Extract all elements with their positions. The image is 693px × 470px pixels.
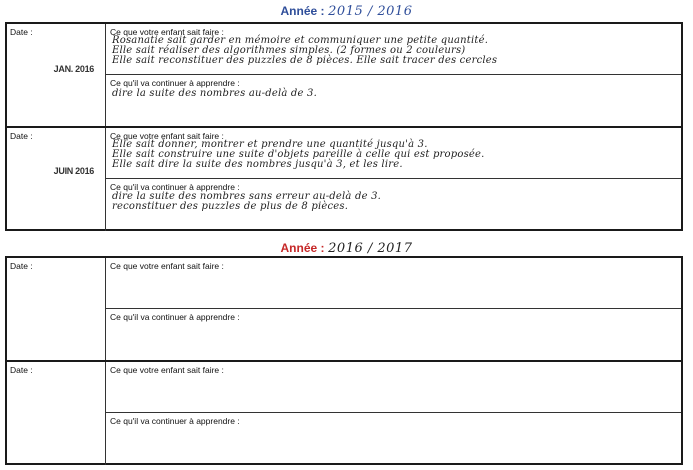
learn-section [106, 308, 681, 360]
knows-label: Ce que votre enfant sait faire : [110, 131, 224, 141]
learn-label: Ce qu'il va continuer à apprendre : [110, 182, 240, 192]
date-stamp: JUIN 2016 [53, 166, 94, 176]
year-label: Année : [280, 4, 325, 18]
handwritten-line: Elle sait donner, montrer et prendre une quantité jusqu'à 3. [112, 139, 428, 150]
date-cell [7, 24, 106, 126]
evaluation-table-year1 [5, 22, 683, 231]
date-label: Date : [10, 131, 33, 141]
learn-section [106, 412, 681, 465]
knows-label: Ce que votre enfant sait faire : [110, 365, 224, 375]
date-label: Date : [10, 365, 33, 375]
knows-label: Ce que votre enfant sait faire : [110, 27, 224, 37]
handwritten-line: Elle sait construire une suite d'objets pareille à celle qui est proposée. [112, 149, 485, 160]
handwritten-line: Elle sait réaliser des algorithmes simples. (2 formes ou 2 couleurs) [112, 45, 466, 56]
year-heading-2016-2017 [0, 240, 693, 256]
year-label: Année : [280, 241, 325, 255]
learn-label: Ce qu'il va continuer à apprendre : [110, 312, 240, 322]
handwritten-line: Elle sait dire la suite des nombres jusqu'à 3, et les lire. [112, 159, 403, 170]
knows-section [106, 128, 681, 178]
handwritten-line: Elle sait reconstituer des puzzles de 8 pièces. Elle sait tracer des cercles [112, 55, 498, 66]
knows-section [106, 24, 681, 74]
knows-section [106, 258, 681, 308]
learn-label: Ce qu'il va continuer à apprendre : [110, 78, 240, 88]
date-label: Date : [10, 261, 33, 271]
content-cell [106, 24, 681, 126]
handwritten-line: reconstituer des puzzles de plus de 8 pièces. [112, 201, 349, 212]
content-cell [106, 362, 681, 465]
content-cell [106, 128, 681, 231]
period-row-empty-1 [7, 258, 681, 360]
period-row-empty-2 [7, 360, 681, 465]
learn-section [106, 74, 681, 126]
content-cell [106, 258, 681, 360]
date-label: Date : [10, 27, 33, 37]
date-stamp: JAN. 2016 [53, 64, 94, 74]
handwritten-line: Rosanatie sait garder en mémoire et communiquer une petite quantité. [112, 35, 489, 46]
period-row-juin-2016 [7, 126, 681, 231]
knows-label: Ce que votre enfant sait faire : [110, 261, 224, 271]
year-value: 2016 / 2017 [328, 241, 413, 256]
year-heading-2015-2016 [0, 3, 693, 19]
date-cell [7, 362, 106, 465]
learn-label: Ce qu'il va continuer à apprendre : [110, 416, 240, 426]
knows-section [106, 362, 681, 412]
period-row-jan-2016 [7, 24, 681, 126]
date-cell [7, 258, 106, 360]
date-cell [7, 128, 106, 231]
handwritten-line: dire la suite des nombres au-delà de 3. [112, 88, 317, 99]
evaluation-table-year2 [5, 256, 683, 465]
learn-section [106, 178, 681, 231]
year-value: 2015 / 2016 [328, 4, 413, 19]
handwritten-line: dire la suite des nombres sans erreur au-delà de 3. [112, 191, 382, 202]
